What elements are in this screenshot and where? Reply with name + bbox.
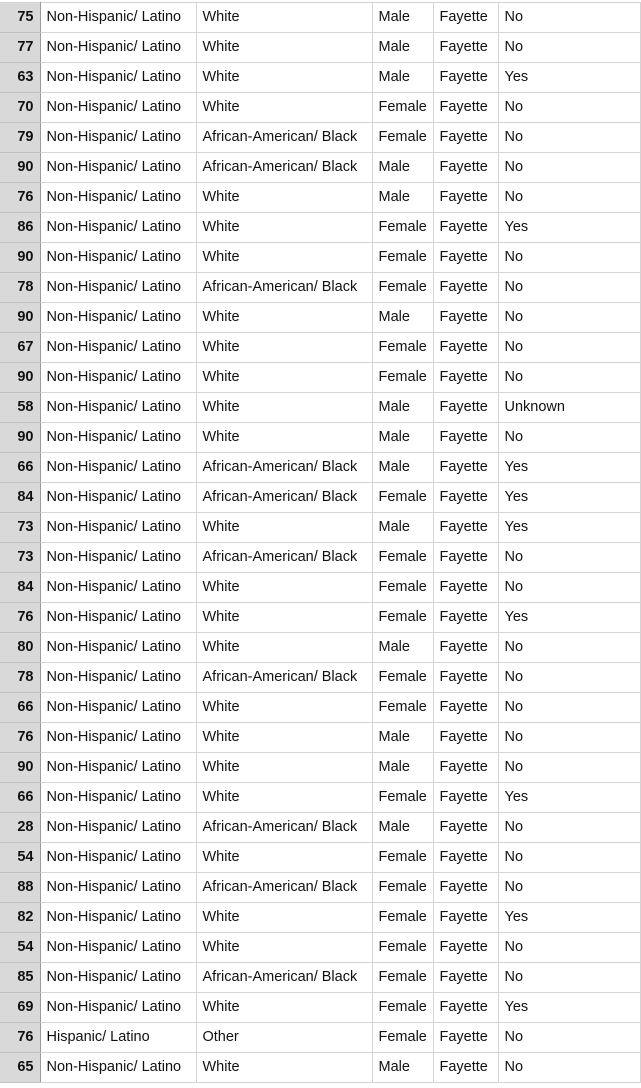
race-cell[interactable]: African-American/ Black — [196, 813, 372, 843]
ethnicity-cell[interactable]: Non-Hispanic/ Latino — [40, 933, 196, 963]
ethnicity-cell[interactable]: Non-Hispanic/ Latino — [40, 663, 196, 693]
table-row — [0, 453, 640, 483]
race-cell[interactable]: White — [196, 753, 372, 783]
county-cell[interactable]: Fayette — [433, 513, 498, 543]
ethnicity-cell[interactable]: Non-Hispanic/ Latino — [40, 33, 196, 63]
table-row — [0, 393, 640, 423]
sex-cell[interactable]: Male — [372, 33, 433, 63]
status-cell[interactable]: Yes — [498, 453, 640, 483]
sex-cell[interactable]: Male — [372, 63, 433, 93]
age-cell[interactable]: 66 — [0, 453, 40, 483]
ethnicity-cell[interactable]: Non-Hispanic/ Latino — [40, 843, 196, 873]
table-body — [0, 3, 640, 1083]
ethnicity-cell[interactable]: Non-Hispanic/ Latino — [40, 393, 196, 423]
sex-cell[interactable]: Female — [372, 603, 433, 633]
race-cell[interactable]: White — [196, 423, 372, 453]
status-cell[interactable]: Yes — [498, 513, 640, 543]
sex-cell[interactable]: Female — [372, 993, 433, 1023]
table-row — [0, 423, 640, 453]
sex-cell[interactable]: Female — [372, 573, 433, 603]
ethnicity-cell[interactable]: Non-Hispanic/ Latino — [40, 993, 196, 1023]
ethnicity-cell[interactable]: Non-Hispanic/ Latino — [40, 723, 196, 753]
table-row — [0, 663, 640, 693]
race-cell[interactable]: White — [196, 333, 372, 363]
county-cell[interactable]: Fayette — [433, 603, 498, 633]
table-row — [0, 963, 640, 993]
ethnicity-cell[interactable]: Non-Hispanic/ Latino — [40, 543, 196, 573]
table-row — [0, 783, 640, 813]
county-cell[interactable]: Fayette — [433, 123, 498, 153]
age-cell[interactable]: 88 — [0, 873, 40, 903]
table-row — [0, 333, 640, 363]
age-cell[interactable]: 90 — [0, 303, 40, 333]
age-cell[interactable]: 54 — [0, 933, 40, 963]
ethnicity-cell[interactable]: Non-Hispanic/ Latino — [40, 903, 196, 933]
status-cell[interactable]: No — [498, 303, 640, 333]
status-cell[interactable]: Yes — [498, 603, 640, 633]
age-cell[interactable]: 58 — [0, 393, 40, 423]
race-cell[interactable]: White — [196, 303, 372, 333]
race-cell[interactable]: White — [196, 363, 372, 393]
table-row — [0, 603, 640, 633]
race-cell[interactable]: White — [196, 3, 372, 33]
race-cell[interactable]: White — [196, 933, 372, 963]
ethnicity-cell[interactable]: Non-Hispanic/ Latino — [40, 633, 196, 663]
sex-cell[interactable]: Male — [372, 753, 433, 783]
table-row — [0, 993, 640, 1023]
status-cell[interactable]: No — [498, 153, 640, 183]
county-cell[interactable]: Fayette — [433, 753, 498, 783]
table-row — [0, 573, 640, 603]
ethnicity-cell[interactable]: Non-Hispanic/ Latino — [40, 573, 196, 603]
table-row — [0, 1023, 640, 1053]
county-cell[interactable]: Fayette — [433, 243, 498, 273]
county-cell[interactable]: Fayette — [433, 393, 498, 423]
ethnicity-cell[interactable]: Non-Hispanic/ Latino — [40, 213, 196, 243]
race-cell[interactable]: White — [196, 783, 372, 813]
race-cell[interactable]: White — [196, 573, 372, 603]
table-row — [0, 483, 640, 513]
status-cell[interactable]: No — [498, 813, 640, 843]
status-cell[interactable]: No — [498, 363, 640, 393]
status-cell[interactable]: No — [498, 273, 640, 303]
ethnicity-cell[interactable]: Non-Hispanic/ Latino — [40, 813, 196, 843]
status-cell[interactable]: No — [498, 423, 640, 453]
status-cell[interactable]: Yes — [498, 783, 640, 813]
ethnicity-cell[interactable]: Hispanic/ Latino — [40, 1023, 196, 1053]
table-row — [0, 1053, 640, 1083]
ethnicity-cell[interactable]: Non-Hispanic/ Latino — [40, 333, 196, 363]
county-cell[interactable]: Fayette — [433, 873, 498, 903]
county-cell[interactable]: Fayette — [433, 963, 498, 993]
status-cell[interactable]: No — [498, 753, 640, 783]
sex-cell[interactable]: Female — [372, 963, 433, 993]
data-table — [0, 2, 641, 1083]
age-cell[interactable]: 66 — [0, 783, 40, 813]
race-cell[interactable]: African-American/ Black — [196, 963, 372, 993]
age-cell[interactable]: 82 — [0, 903, 40, 933]
race-cell[interactable]: African-American/ Black — [196, 153, 372, 183]
ethnicity-cell[interactable]: Non-Hispanic/ Latino — [40, 963, 196, 993]
age-cell[interactable]: 70 — [0, 93, 40, 123]
race-cell[interactable]: African-American/ Black — [196, 663, 372, 693]
age-cell[interactable]: 78 — [0, 663, 40, 693]
status-cell[interactable]: No — [498, 663, 640, 693]
sex-cell[interactable]: Female — [372, 333, 433, 363]
age-cell[interactable]: 86 — [0, 213, 40, 243]
ethnicity-cell[interactable]: Non-Hispanic/ Latino — [40, 453, 196, 483]
county-cell[interactable]: Fayette — [433, 33, 498, 63]
sex-cell[interactable]: Male — [372, 1053, 433, 1083]
race-cell[interactable]: African-American/ Black — [196, 453, 372, 483]
sex-cell[interactable]: Female — [372, 873, 433, 903]
table-row — [0, 753, 640, 783]
race-cell[interactable]: White — [196, 633, 372, 663]
age-cell[interactable]: 76 — [0, 183, 40, 213]
race-cell[interactable]: Other — [196, 1023, 372, 1053]
race-cell[interactable]: African-American/ Black — [196, 123, 372, 153]
status-cell[interactable]: Yes — [498, 483, 640, 513]
age-cell[interactable]: 69 — [0, 993, 40, 1023]
table-row — [0, 123, 640, 153]
race-cell[interactable]: White — [196, 63, 372, 93]
race-cell[interactable]: African-American/ Black — [196, 483, 372, 513]
status-cell[interactable]: No — [498, 723, 640, 753]
county-cell[interactable]: Fayette — [433, 783, 498, 813]
ethnicity-cell[interactable]: Non-Hispanic/ Latino — [40, 243, 196, 273]
race-cell[interactable]: White — [196, 603, 372, 633]
ethnicity-cell[interactable]: Non-Hispanic/ Latino — [40, 93, 196, 123]
sex-cell[interactable]: Female — [372, 783, 433, 813]
age-cell[interactable]: 66 — [0, 693, 40, 723]
race-cell[interactable]: White — [196, 33, 372, 63]
ethnicity-cell[interactable]: Non-Hispanic/ Latino — [40, 423, 196, 453]
county-cell[interactable]: Fayette — [433, 933, 498, 963]
age-cell[interactable]: 84 — [0, 483, 40, 513]
race-cell[interactable]: White — [196, 1053, 372, 1083]
county-cell[interactable]: Fayette — [433, 273, 498, 303]
county-cell[interactable]: Fayette — [433, 543, 498, 573]
age-cell[interactable]: 78 — [0, 273, 40, 303]
table-row — [0, 633, 640, 663]
age-cell[interactable]: 65 — [0, 1053, 40, 1083]
sex-cell[interactable]: Male — [372, 303, 433, 333]
county-cell[interactable]: Fayette — [433, 483, 498, 513]
county-cell[interactable]: Fayette — [433, 453, 498, 483]
status-cell[interactable]: No — [498, 543, 640, 573]
status-cell[interactable]: No — [498, 1053, 640, 1083]
race-cell[interactable]: White — [196, 513, 372, 543]
ethnicity-cell[interactable]: Non-Hispanic/ Latino — [40, 183, 196, 213]
ethnicity-cell[interactable]: Non-Hispanic/ Latino — [40, 873, 196, 903]
status-cell[interactable]: No — [498, 963, 640, 993]
county-cell[interactable]: Fayette — [433, 183, 498, 213]
county-cell[interactable]: Fayette — [433, 663, 498, 693]
age-cell[interactable]: 80 — [0, 633, 40, 663]
status-cell[interactable]: No — [498, 93, 640, 123]
status-cell[interactable]: Yes — [498, 993, 640, 1023]
status-cell[interactable]: Yes — [498, 63, 640, 93]
race-cell[interactable]: African-American/ Black — [196, 273, 372, 303]
age-cell[interactable]: 90 — [0, 753, 40, 783]
county-cell[interactable]: Fayette — [433, 1053, 498, 1083]
ethnicity-cell[interactable]: Non-Hispanic/ Latino — [40, 693, 196, 723]
age-cell[interactable]: 84 — [0, 573, 40, 603]
ethnicity-cell[interactable]: Non-Hispanic/ Latino — [40, 273, 196, 303]
ethnicity-cell[interactable]: Non-Hispanic/ Latino — [40, 153, 196, 183]
age-cell[interactable]: 90 — [0, 423, 40, 453]
county-cell[interactable]: Fayette — [433, 693, 498, 723]
sex-cell[interactable]: Male — [372, 453, 433, 483]
status-cell[interactable]: No — [498, 633, 640, 663]
age-cell[interactable]: 67 — [0, 333, 40, 363]
sex-cell[interactable]: Male — [372, 393, 433, 423]
race-cell[interactable]: White — [196, 843, 372, 873]
county-cell[interactable]: Fayette — [433, 723, 498, 753]
table-row — [0, 543, 640, 573]
table-row — [0, 183, 640, 213]
county-cell[interactable]: Fayette — [433, 333, 498, 363]
race-cell[interactable]: White — [196, 723, 372, 753]
county-cell[interactable]: Fayette — [433, 993, 498, 1023]
age-cell[interactable]: 76 — [0, 723, 40, 753]
race-cell[interactable]: White — [196, 903, 372, 933]
status-cell[interactable]: No — [498, 873, 640, 903]
ethnicity-cell[interactable]: Non-Hispanic/ Latino — [40, 303, 196, 333]
table-row — [0, 513, 640, 543]
sex-cell[interactable]: Female — [372, 243, 433, 273]
age-cell[interactable]: 77 — [0, 33, 40, 63]
sex-cell[interactable]: Female — [372, 663, 433, 693]
sex-cell[interactable]: Female — [372, 1023, 433, 1053]
sex-cell[interactable]: Female — [372, 903, 433, 933]
sex-cell[interactable]: Male — [372, 723, 433, 753]
county-cell[interactable]: Fayette — [433, 903, 498, 933]
sex-cell[interactable]: Female — [372, 213, 433, 243]
county-cell[interactable]: Fayette — [433, 93, 498, 123]
status-cell[interactable]: No — [498, 123, 640, 153]
race-cell[interactable]: White — [196, 213, 372, 243]
county-cell[interactable]: Fayette — [433, 1023, 498, 1053]
age-cell[interactable]: 90 — [0, 243, 40, 273]
table-row — [0, 933, 640, 963]
status-cell[interactable]: No — [498, 3, 640, 33]
sex-cell[interactable]: Female — [372, 693, 433, 723]
status-cell[interactable]: No — [498, 33, 640, 63]
status-cell[interactable]: No — [498, 933, 640, 963]
age-cell[interactable]: 76 — [0, 1023, 40, 1053]
county-cell[interactable]: Fayette — [433, 843, 498, 873]
status-cell[interactable]: No — [498, 333, 640, 363]
table-row — [0, 153, 640, 183]
race-cell[interactable]: African-American/ Black — [196, 873, 372, 903]
status-cell[interactable]: No — [498, 243, 640, 273]
race-cell[interactable]: African-American/ Black — [196, 543, 372, 573]
age-cell[interactable]: 90 — [0, 363, 40, 393]
sex-cell[interactable]: Female — [372, 93, 433, 123]
sex-cell[interactable]: Male — [372, 183, 433, 213]
table-row — [0, 723, 640, 753]
race-cell[interactable]: White — [196, 93, 372, 123]
sex-cell[interactable]: Female — [372, 483, 433, 513]
ethnicity-cell[interactable]: Non-Hispanic/ Latino — [40, 603, 196, 633]
table-row — [0, 813, 640, 843]
age-cell[interactable]: 90 — [0, 153, 40, 183]
sex-cell[interactable]: Male — [372, 813, 433, 843]
county-cell[interactable]: Fayette — [433, 573, 498, 603]
county-cell[interactable]: Fayette — [433, 813, 498, 843]
table-row — [0, 243, 640, 273]
status-cell[interactable]: No — [498, 1023, 640, 1053]
status-cell[interactable]: No — [498, 693, 640, 723]
sex-cell[interactable]: Male — [372, 633, 433, 663]
ethnicity-cell[interactable]: Non-Hispanic/ Latino — [40, 63, 196, 93]
county-cell[interactable]: Fayette — [433, 153, 498, 183]
county-cell[interactable]: Fayette — [433, 633, 498, 663]
age-cell[interactable]: 79 — [0, 123, 40, 153]
status-cell[interactable]: Unknown — [498, 393, 640, 423]
sex-cell[interactable]: Male — [372, 153, 433, 183]
table-row — [0, 213, 640, 243]
status-cell[interactable]: No — [498, 573, 640, 603]
race-cell[interactable]: White — [196, 993, 372, 1023]
age-cell[interactable]: 28 — [0, 813, 40, 843]
county-cell[interactable]: Fayette — [433, 213, 498, 243]
sex-cell[interactable]: Female — [372, 363, 433, 393]
table-row — [0, 3, 640, 33]
table-row — [0, 903, 640, 933]
county-cell[interactable]: Fayette — [433, 63, 498, 93]
table-row — [0, 63, 640, 93]
race-cell[interactable]: White — [196, 243, 372, 273]
county-cell[interactable]: Fayette — [433, 423, 498, 453]
sex-cell[interactable]: Female — [372, 843, 433, 873]
county-cell[interactable]: Fayette — [433, 303, 498, 333]
county-cell[interactable]: Fayette — [433, 363, 498, 393]
ethnicity-cell[interactable]: Non-Hispanic/ Latino — [40, 123, 196, 153]
age-cell[interactable]: 73 — [0, 513, 40, 543]
ethnicity-cell[interactable]: Non-Hispanic/ Latino — [40, 753, 196, 783]
table-row — [0, 363, 640, 393]
table-row — [0, 33, 640, 63]
status-cell[interactable]: Yes — [498, 903, 640, 933]
race-cell[interactable]: White — [196, 393, 372, 423]
sex-cell[interactable]: Female — [372, 543, 433, 573]
ethnicity-cell[interactable]: Non-Hispanic/ Latino — [40, 783, 196, 813]
age-cell[interactable]: 75 — [0, 3, 40, 33]
table-row — [0, 93, 640, 123]
ethnicity-cell[interactable]: Non-Hispanic/ Latino — [40, 513, 196, 543]
ethnicity-cell[interactable]: Non-Hispanic/ Latino — [40, 363, 196, 393]
table-row — [0, 843, 640, 873]
table-row — [0, 273, 640, 303]
status-cell[interactable]: Yes — [498, 213, 640, 243]
ethnicity-cell[interactable]: Non-Hispanic/ Latino — [40, 483, 196, 513]
age-cell[interactable]: 73 — [0, 543, 40, 573]
table-row — [0, 873, 640, 903]
county-cell[interactable]: Fayette — [433, 3, 498, 33]
race-cell[interactable]: White — [196, 183, 372, 213]
age-cell[interactable]: 85 — [0, 963, 40, 993]
age-cell[interactable]: 63 — [0, 63, 40, 93]
sex-cell[interactable]: Female — [372, 933, 433, 963]
status-cell[interactable]: No — [498, 843, 640, 873]
ethnicity-cell[interactable]: Non-Hispanic/ Latino — [40, 1053, 196, 1083]
sex-cell[interactable]: Female — [372, 123, 433, 153]
sex-cell[interactable]: Female — [372, 273, 433, 303]
race-cell[interactable]: White — [196, 693, 372, 723]
ethnicity-cell[interactable]: Non-Hispanic/ Latino — [40, 3, 196, 33]
table-row — [0, 303, 640, 333]
sex-cell[interactable]: Male — [372, 513, 433, 543]
status-cell[interactable]: No — [498, 183, 640, 213]
sex-cell[interactable]: Male — [372, 3, 433, 33]
age-cell[interactable]: 76 — [0, 603, 40, 633]
table-row — [0, 693, 640, 723]
age-cell[interactable]: 54 — [0, 843, 40, 873]
sex-cell[interactable]: Male — [372, 423, 433, 453]
